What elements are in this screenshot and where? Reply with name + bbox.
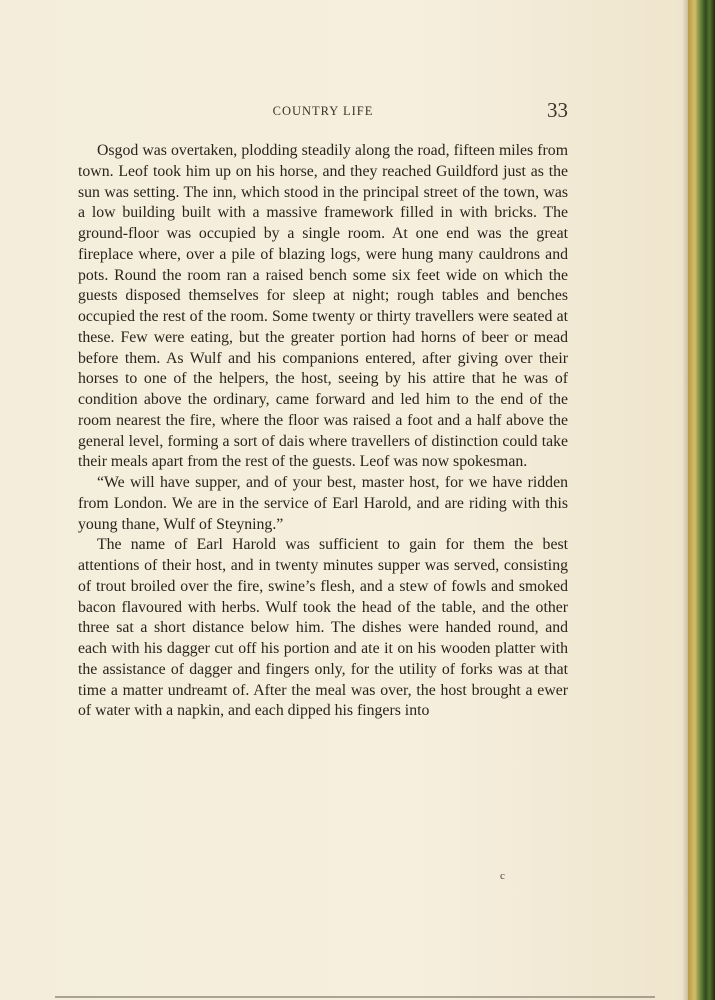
running-head: COUNTRY LIFE — [272, 104, 374, 118]
signature-mark: c — [500, 870, 505, 882]
bottom-edge-line — [55, 996, 655, 998]
page-header — [78, 100, 568, 124]
page-number: 33 — [547, 98, 568, 122]
paragraph: Osgod was overtaken, plodding steadily along the road, fifteen miles from town. Leof took him up on his horse, and they reached Guildford just as the sun was setting. The inn, which stood in the principal street of the town, was a low building built with a massive framework filled in with bricks. The ground-floor was occupied by a single room. At one end was the great fireplace where, over a pile of blazing logs, were hung many cauldrons and pots. Round the room ran a raised bench some six feet wide on which the guests disposed themselves for sleep at night; rough tables and benches occupied the rest of the room. Some twenty or thirty travellers were seated at these. Few were eating, but the greater portion had horns of beer or mead before them. As Wulf and his companions entered, after giving over their horses to one of the helpers, the host, seeing by his attire that he was of condition above the ordinary, came forward and led him to the end of the room nearest the fire, where the floor was raised a foot and a half above the general level, forming a sort of dais where travellers of distinction could take their meals apart from the rest of the guests. Leof was now spokesman. — [78, 142, 568, 471]
paragraph: The name of Earl Harold was sufficient to gain for them the best attentions of their host, and in twenty minutes supper was served, consisting of trout broiled over the fire, swine’s flesh, and a stew of fowls and smoked bacon flavoured with herbs. Wulf took the head of the table, and the other three sat a short distance below him. The dishes were handed round, and each with his dagger cut off his portion and ate it on his wooden platter with the assistance of dagger and fingers only, for the utility of forks was at that time a matter undreamt of. After the meal was over, the host brought a ewer of water with a napkin, and each dipped his fingers into — [78, 536, 568, 720]
paragraph: “We will have supper, and of your best, master host, for we have ridden from London. We are in the service of Earl Harold, and are riding with this young thane, Wulf of Steyning.” — [78, 474, 568, 533]
body-text — [78, 141, 568, 722]
book-binding — [688, 0, 715, 1000]
